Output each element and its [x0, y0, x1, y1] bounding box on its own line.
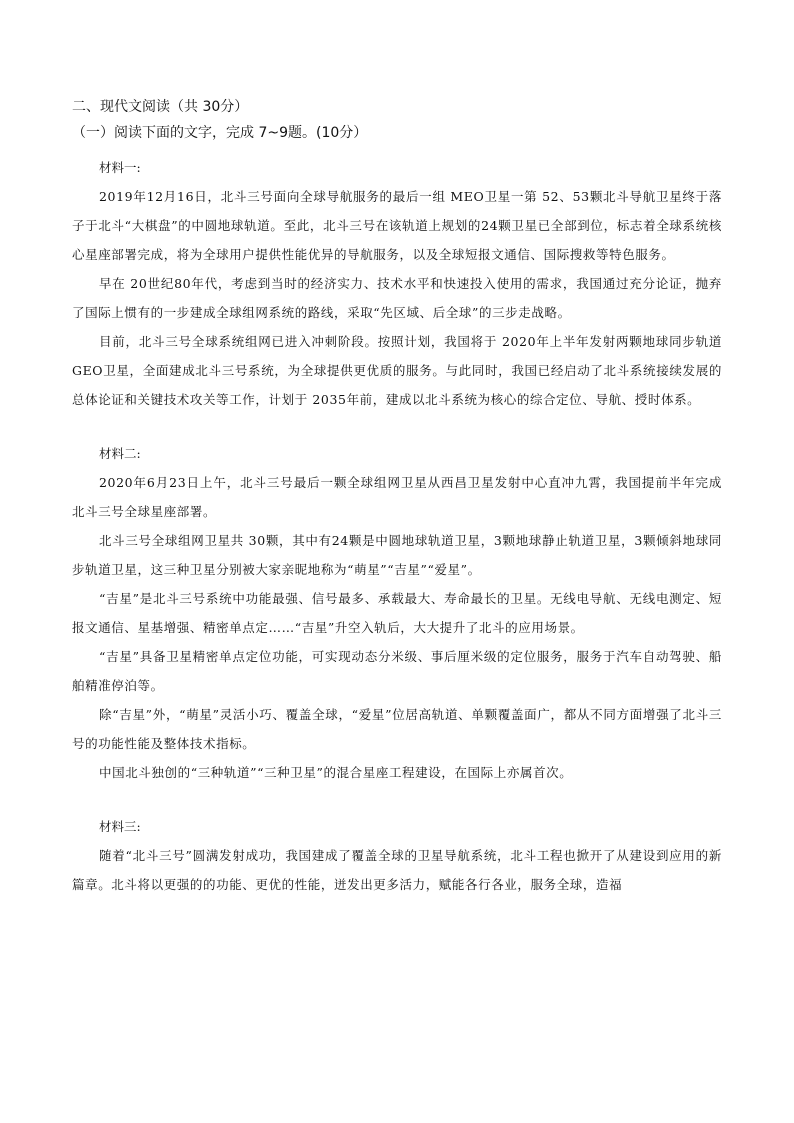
- paragraph: 早在 20世纪80年代，考虑到当时的经济实力、技术水平和快速投入使用的需求，我国通过充分论证，抛弃了国际上惯有的一步建成全球组网系统的路线，采取“先区域、后全球”的三步走战略。: [72, 276, 722, 320]
- paragraph: 北斗三号全球组网卫星共 30颗，其中有24颗是中圆地球轨道卫星，3颗地球静止轨道卫星，3颗倾斜地球同步轨道卫星，这三种卫星分别被大家亲昵地称为“萌星”“吉星”“爱星”。: [72, 533, 722, 577]
- spacer: [72, 787, 722, 813]
- paragraph: 随着“北斗三号”圆满发射成功，我国建成了覆盖全球的卫星导航系统，北斗工程也掀开了从建设到应用的新篇章。北斗将以更强的的功能、更优的性能，迸发出更多活力，赋能各行各业，服务全球，造福: [72, 848, 722, 892]
- section-title: 二、现代文阅读（共 30分）: [72, 99, 249, 115]
- paragraph: 2020年6月23日上午，北斗三号最后一颗全球组网卫星从西昌卫星发射中心直冲九霄，我国提前半年完成北斗三号全球星座部署。: [72, 475, 722, 519]
- material-label: 材料一:: [99, 160, 141, 175]
- paragraph: 中国北斗独创的“三种轨道”“三种卫星”的混合星座工程建设，在国际上亦属首次。: [99, 765, 573, 780]
- material-two: [72, 440, 722, 787]
- paragraph: “吉星”具备卫星精密单点定位功能，可实现动态分米级、事后厘米级的定位服务，服务于汽车自动驾驶、船舶精准停泊等。: [72, 649, 722, 693]
- paragraph: 除“吉星”外，“萌星”灵活小巧、覆盖全球，“爱星”位居高轨道、单颗覆盖面广，都从不同方面增强了北斗三号的功能性能及整体技术指标。: [72, 707, 722, 751]
- spacer: [72, 414, 722, 440]
- paragraph: 目前，北斗三号全球系统组网已进入冲刺阶段。按照计划，我国将于 2020年上半年发射两颗地球同步轨道 GEO卫星，全面建成北斗三号系统，为全球提供更优质的服务。与此同时，我国已经启动了北斗系统接续发展的总体论证和关键技术攻关等工作，计划于 2035年前，建成以北斗系统为核心的综合定位、导航、授时体系。: [72, 334, 722, 407]
- question-instruction: （一）阅读下面的文字，完成 7~9题。(10分）: [72, 125, 368, 141]
- material-label: 材料三:: [99, 819, 141, 834]
- material-three: [72, 813, 722, 899]
- paragraph: 2019年12月16日，北斗三号面向全球导航服务的最后一组 MEO卫星一第 52、53颗北斗导航卫星终于落子于北斗“大棋盘”的中圆地球轨道。至此，北斗三号在该轨道上规划的24颗卫星已全部到位，标志着全球系统核心星座部署完成，将为全球用户提供性能优异的导航服务，以及全球短报文通信、国际搜救等特色服务。: [72, 189, 722, 262]
- paragraph: “吉星”是北斗三号系统中功能最强、信号最多、承载最大、寿命最长的卫星。无线电导航、无线电测定、短报文通信、星基增强、精密单点定……“吉星”升空入轨后，大大提升了北斗的应用场景。: [72, 591, 722, 635]
- material-label: 材料二:: [99, 446, 141, 461]
- reading-section: [72, 96, 722, 899]
- material-one: [72, 154, 722, 414]
